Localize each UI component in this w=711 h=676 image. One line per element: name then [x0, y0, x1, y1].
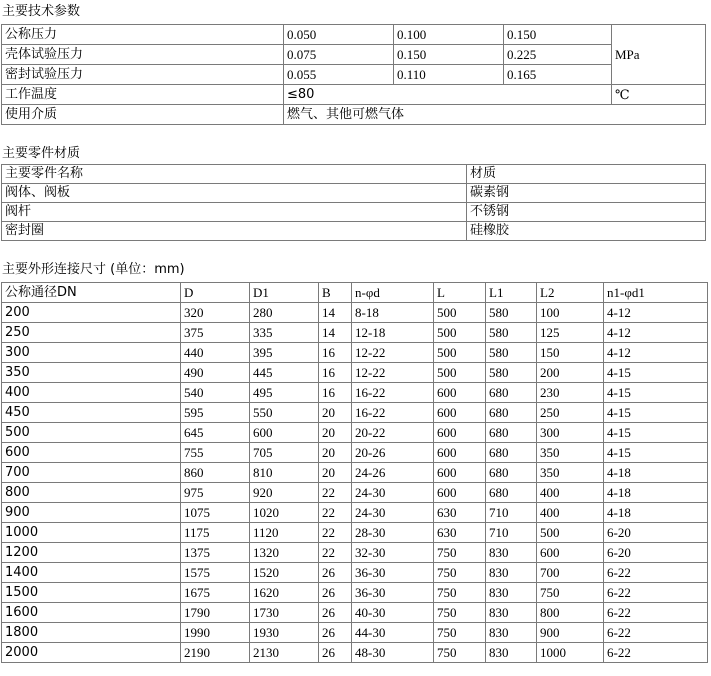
- cell-n1-phi-d1: 4-15: [604, 423, 708, 443]
- part-name: 阀杆: [2, 203, 467, 222]
- table-row: [2, 623, 708, 643]
- cell-l1: 680: [486, 443, 537, 463]
- cell-d: 490: [181, 363, 250, 383]
- cell-n-phi-d: 24-26: [352, 463, 434, 483]
- cell-d: 645: [181, 423, 250, 443]
- cell-d1: 495: [250, 383, 319, 403]
- cell-d1: 705: [250, 443, 319, 463]
- cell-d: 1675: [181, 583, 250, 603]
- cell-n-phi-d: 44-30: [352, 623, 434, 643]
- cell-n-phi-d: 32-30: [352, 543, 434, 563]
- parts-section-title: 主要零件材质: [2, 146, 81, 161]
- table-row: [2, 65, 706, 85]
- cell-d1: 1620: [250, 583, 319, 603]
- temperature-value: ≤80: [284, 85, 612, 105]
- table-row: [2, 423, 708, 443]
- table-row: [2, 483, 708, 503]
- cell-b: 22: [319, 523, 352, 543]
- cell-d: 2190: [181, 643, 250, 663]
- cell-l2: 350: [537, 463, 604, 483]
- column-header-l1: L1: [486, 283, 537, 303]
- param-value: 0.150: [504, 25, 612, 45]
- cell-d1: 280: [250, 303, 319, 323]
- cell-dn: 1600: [2, 603, 181, 623]
- cell-dn: 1500: [2, 583, 181, 603]
- column-header-l2: L2: [537, 283, 604, 303]
- cell-n1-phi-d1: 4-15: [604, 383, 708, 403]
- column-header-d1: D1: [250, 283, 319, 303]
- cell-l1: 680: [486, 383, 537, 403]
- cell-n1-phi-d1: 4-15: [604, 363, 708, 383]
- table-row: [2, 583, 708, 603]
- cell-l1: 710: [486, 503, 537, 523]
- cell-b: 26: [319, 583, 352, 603]
- cell-d: 320: [181, 303, 250, 323]
- cell-d: 1075: [181, 503, 250, 523]
- medium-value: 燃气、其他可燃气体: [284, 105, 706, 125]
- table-row: [2, 85, 706, 105]
- param-label: 壳体试验压力: [2, 45, 284, 65]
- cell-dn: 2000: [2, 643, 181, 663]
- cell-d1: 550: [250, 403, 319, 423]
- param-value: 0.050: [284, 25, 394, 45]
- param-value: 0.075: [284, 45, 394, 65]
- cell-l2: 600: [537, 543, 604, 563]
- table-row: [2, 603, 708, 623]
- cell-d1: 335: [250, 323, 319, 343]
- cell-n-phi-d: 20-26: [352, 443, 434, 463]
- table-row: [2, 184, 706, 203]
- cell-l1: 580: [486, 323, 537, 343]
- cell-dn: 1000: [2, 523, 181, 543]
- param-value: 0.225: [504, 45, 612, 65]
- part-material: 不锈钢: [467, 203, 706, 222]
- cell-d: 540: [181, 383, 250, 403]
- cell-l1: 830: [486, 623, 537, 643]
- cell-n1-phi-d1: 6-20: [604, 523, 708, 543]
- cell-dn: 1800: [2, 623, 181, 643]
- cell-d1: 1020: [250, 503, 319, 523]
- cell-dn: 800: [2, 483, 181, 503]
- column-header-b: B: [319, 283, 352, 303]
- cell-l2: 300: [537, 423, 604, 443]
- cell-b: 16: [319, 343, 352, 363]
- cell-d: 755: [181, 443, 250, 463]
- param-value: 0.150: [394, 45, 504, 65]
- cell-dn: 250: [2, 323, 181, 343]
- cell-d: 440: [181, 343, 250, 363]
- cell-dn: 500: [2, 423, 181, 443]
- table-row: [2, 303, 708, 323]
- table-header-row: [2, 283, 708, 303]
- part-material: 碳素钢: [467, 184, 706, 203]
- pressure-unit: MPa: [612, 25, 706, 85]
- param-label: 工作温度: [2, 85, 284, 105]
- cell-d: 1175: [181, 523, 250, 543]
- cell-l: 500: [434, 303, 486, 323]
- cell-l: 600: [434, 403, 486, 423]
- tech-section-title: 主要技术参数: [2, 4, 81, 19]
- cell-l2: 800: [537, 603, 604, 623]
- cell-dn: 1200: [2, 543, 181, 563]
- cell-n-phi-d: 28-30: [352, 523, 434, 543]
- cell-l: 750: [434, 583, 486, 603]
- cell-l: 600: [434, 443, 486, 463]
- cell-l2: 750: [537, 583, 604, 603]
- cell-l2: 350: [537, 443, 604, 463]
- tech-params-table: [1, 24, 706, 125]
- cell-d: 375: [181, 323, 250, 343]
- cell-b: 26: [319, 623, 352, 643]
- cell-d1: 1120: [250, 523, 319, 543]
- cell-l1: 830: [486, 543, 537, 563]
- cell-n-phi-d: 36-30: [352, 563, 434, 583]
- cell-l2: 400: [537, 503, 604, 523]
- cell-l: 500: [434, 363, 486, 383]
- table-row: [2, 105, 706, 125]
- cell-n1-phi-d1: 4-12: [604, 323, 708, 343]
- cell-l1: 680: [486, 463, 537, 483]
- column-header-n-phi-d: n-φd: [352, 283, 434, 303]
- cell-n-phi-d: 16-22: [352, 403, 434, 423]
- cell-d1: 600: [250, 423, 319, 443]
- cell-n-phi-d: 40-30: [352, 603, 434, 623]
- cell-l1: 710: [486, 523, 537, 543]
- cell-l2: 100: [537, 303, 604, 323]
- dimensions-table: [1, 282, 708, 663]
- cell-dn: 350: [2, 363, 181, 383]
- cell-l: 750: [434, 623, 486, 643]
- cell-n1-phi-d1: 6-22: [604, 603, 708, 623]
- parts-material-table: [1, 164, 706, 241]
- cell-l1: 830: [486, 603, 537, 623]
- cell-dn: 400: [2, 383, 181, 403]
- cell-n-phi-d: 16-22: [352, 383, 434, 403]
- cell-b: 22: [319, 503, 352, 523]
- cell-b: 16: [319, 383, 352, 403]
- cell-n1-phi-d1: 4-18: [604, 463, 708, 483]
- cell-l: 630: [434, 523, 486, 543]
- table-row: [2, 563, 708, 583]
- cell-d: 860: [181, 463, 250, 483]
- cell-l: 750: [434, 543, 486, 563]
- cell-n1-phi-d1: 6-22: [604, 563, 708, 583]
- cell-n-phi-d: 48-30: [352, 643, 434, 663]
- cell-d: 1990: [181, 623, 250, 643]
- cell-d1: 810: [250, 463, 319, 483]
- param-value: 0.165: [504, 65, 612, 85]
- cell-l2: 125: [537, 323, 604, 343]
- cell-dn: 900: [2, 503, 181, 523]
- column-header: 材质: [467, 165, 706, 184]
- cell-l1: 680: [486, 483, 537, 503]
- table-row: [2, 203, 706, 222]
- cell-n1-phi-d1: 6-22: [604, 643, 708, 663]
- table-row: [2, 45, 706, 65]
- table-row: [2, 463, 708, 483]
- cell-l2: 700: [537, 563, 604, 583]
- cell-l: 750: [434, 643, 486, 663]
- cell-d1: 1730: [250, 603, 319, 623]
- cell-n1-phi-d1: 4-12: [604, 303, 708, 323]
- cell-n-phi-d: 12-22: [352, 343, 434, 363]
- cell-n1-phi-d1: 4-15: [604, 443, 708, 463]
- param-label: 密封试验压力: [2, 65, 284, 85]
- cell-n-phi-d: 8-18: [352, 303, 434, 323]
- cell-n1-phi-d1: 4-12: [604, 343, 708, 363]
- cell-n-phi-d: 20-22: [352, 423, 434, 443]
- table-row: [2, 383, 708, 403]
- cell-l: 500: [434, 343, 486, 363]
- cell-n-phi-d: 12-18: [352, 323, 434, 343]
- table-row: [2, 523, 708, 543]
- cell-l2: 200: [537, 363, 604, 383]
- cell-l: 600: [434, 483, 486, 503]
- cell-l1: 830: [486, 563, 537, 583]
- cell-l1: 680: [486, 403, 537, 423]
- column-header-d: D: [181, 283, 250, 303]
- cell-dn: 1400: [2, 563, 181, 583]
- cell-l2: 1000: [537, 643, 604, 663]
- table-row: [2, 343, 708, 363]
- temperature-unit: ℃: [612, 85, 706, 105]
- cell-n1-phi-d1: 4-18: [604, 483, 708, 503]
- cell-d: 1790: [181, 603, 250, 623]
- column-header-l: L: [434, 283, 486, 303]
- cell-l2: 230: [537, 383, 604, 403]
- cell-n-phi-d: 24-30: [352, 483, 434, 503]
- param-value: 0.055: [284, 65, 394, 85]
- part-name: 阀体、阀板: [2, 184, 467, 203]
- cell-d1: 445: [250, 363, 319, 383]
- cell-d: 975: [181, 483, 250, 503]
- cell-d: 595: [181, 403, 250, 423]
- cell-b: 20: [319, 443, 352, 463]
- cell-l: 630: [434, 503, 486, 523]
- table-row: [2, 25, 706, 45]
- cell-l: 750: [434, 563, 486, 583]
- cell-b: 26: [319, 603, 352, 623]
- table-row: [2, 503, 708, 523]
- cell-b: 14: [319, 323, 352, 343]
- param-value: 0.110: [394, 65, 504, 85]
- cell-b: 20: [319, 403, 352, 423]
- cell-b: 14: [319, 303, 352, 323]
- cell-l1: 830: [486, 643, 537, 663]
- cell-l: 600: [434, 423, 486, 443]
- cell-d: 1375: [181, 543, 250, 563]
- table-header-row: [2, 165, 706, 184]
- param-label: 公称压力: [2, 25, 284, 45]
- cell-dn: 200: [2, 303, 181, 323]
- cell-l: 750: [434, 603, 486, 623]
- cell-n1-phi-d1: 6-20: [604, 543, 708, 563]
- cell-b: 26: [319, 643, 352, 663]
- table-row: [2, 403, 708, 423]
- cell-d: 1575: [181, 563, 250, 583]
- cell-l2: 400: [537, 483, 604, 503]
- cell-l2: 900: [537, 623, 604, 643]
- cell-b: 20: [319, 423, 352, 443]
- cell-n-phi-d: 36-30: [352, 583, 434, 603]
- cell-b: 20: [319, 463, 352, 483]
- column-header-dn: 公称通径DN: [2, 283, 181, 303]
- cell-l1: 580: [486, 343, 537, 363]
- cell-l: 600: [434, 383, 486, 403]
- cell-d1: 1930: [250, 623, 319, 643]
- cell-d1: 1320: [250, 543, 319, 563]
- cell-dn: 700: [2, 463, 181, 483]
- cell-dn: 600: [2, 443, 181, 463]
- param-label: 使用介质: [2, 105, 284, 125]
- cell-n1-phi-d1: 6-22: [604, 623, 708, 643]
- cell-l: 500: [434, 323, 486, 343]
- column-header-n1-phi-d1: n1-φd1: [604, 283, 708, 303]
- cell-b: 26: [319, 563, 352, 583]
- cell-d1: 920: [250, 483, 319, 503]
- cell-l1: 580: [486, 363, 537, 383]
- cell-b: 22: [319, 483, 352, 503]
- cell-l2: 500: [537, 523, 604, 543]
- cell-d1: 2130: [250, 643, 319, 663]
- cell-dn: 300: [2, 343, 181, 363]
- cell-l1: 580: [486, 303, 537, 323]
- cell-b: 16: [319, 363, 352, 383]
- table-row: [2, 543, 708, 563]
- cell-d1: 1520: [250, 563, 319, 583]
- cell-l1: 830: [486, 583, 537, 603]
- table-row: [2, 363, 708, 383]
- param-value: 0.100: [394, 25, 504, 45]
- part-name: 密封圈: [2, 222, 467, 241]
- cell-n1-phi-d1: 4-18: [604, 503, 708, 523]
- table-row: [2, 443, 708, 463]
- cell-l2: 250: [537, 403, 604, 423]
- cell-b: 22: [319, 543, 352, 563]
- column-header: 主要零件名称: [2, 165, 467, 184]
- cell-n-phi-d: 24-30: [352, 503, 434, 523]
- part-material: 硅橡胶: [467, 222, 706, 241]
- table-row: [2, 323, 708, 343]
- table-row: [2, 643, 708, 663]
- cell-n-phi-d: 12-22: [352, 363, 434, 383]
- dims-section-title: 主要外形连接尺寸 (单位：mm): [2, 262, 185, 277]
- cell-n1-phi-d1: 4-15: [604, 403, 708, 423]
- cell-l1: 680: [486, 423, 537, 443]
- cell-l: 600: [434, 463, 486, 483]
- cell-dn: 450: [2, 403, 181, 423]
- cell-d1: 395: [250, 343, 319, 363]
- cell-n1-phi-d1: 6-22: [604, 583, 708, 603]
- cell-l2: 150: [537, 343, 604, 363]
- table-row: [2, 222, 706, 241]
